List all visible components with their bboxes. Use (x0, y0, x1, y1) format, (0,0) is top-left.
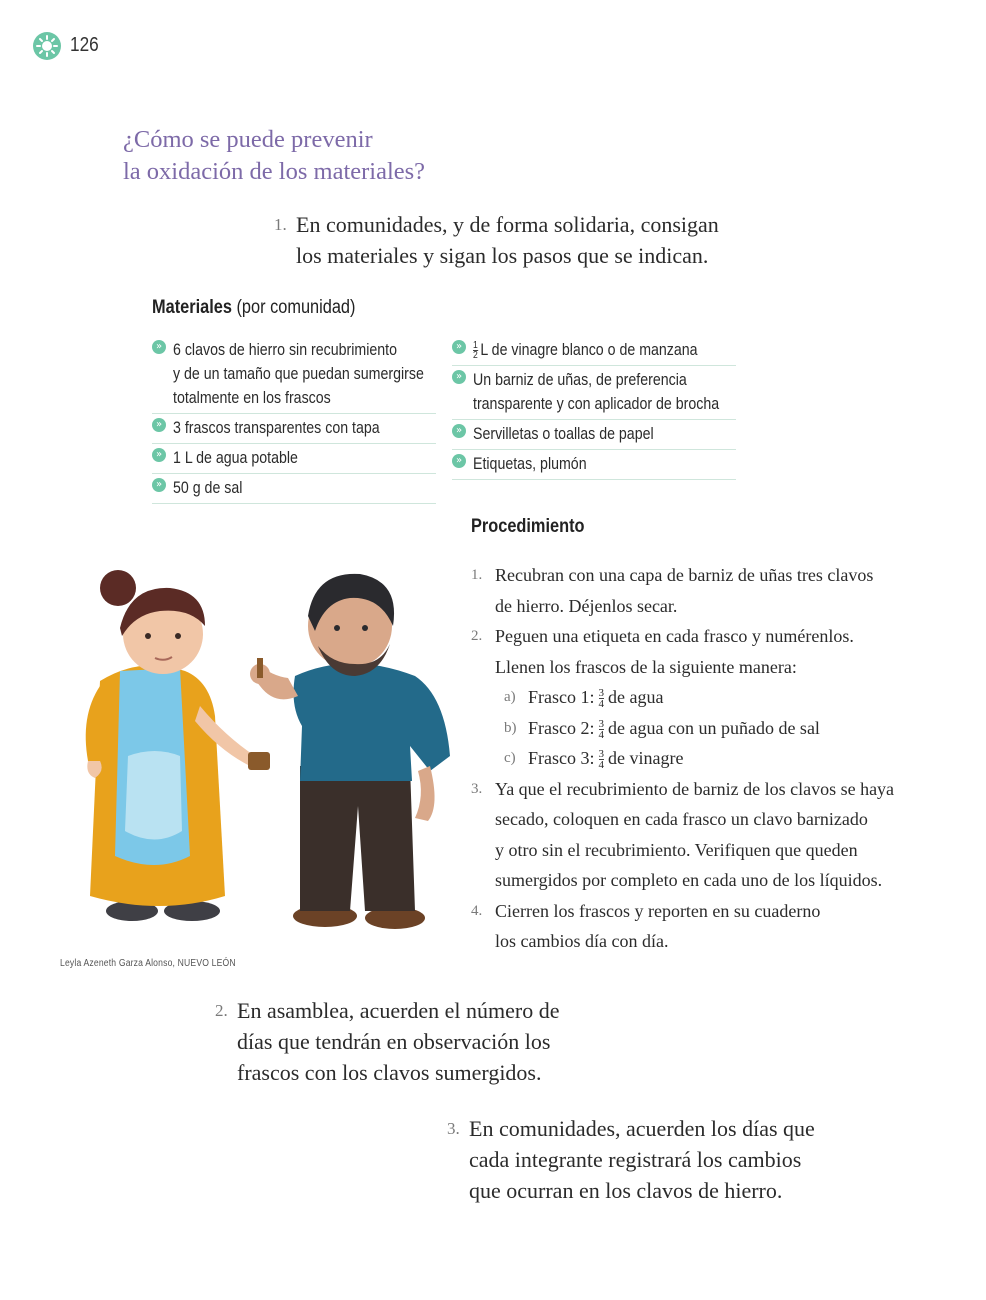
list-item (152, 444, 436, 474)
list-item (452, 336, 736, 366)
materials-heading (152, 297, 355, 319)
step-number: 1. (274, 215, 287, 234)
chevron-right-icon: » (452, 454, 466, 468)
item-number: 2. (471, 628, 483, 644)
list-item-text: totalmente en los frascos (173, 389, 331, 407)
chevron-right-icon: » (452, 424, 466, 438)
fraction (599, 688, 605, 709)
list-item (471, 774, 911, 896)
sub-item-label: Frasco 2: (528, 717, 595, 738)
fraction-numerator: 3 (598, 748, 604, 761)
fraction-denominator: 4 (598, 698, 604, 711)
page-number: 126 (70, 34, 99, 56)
sub-list-item (471, 682, 911, 713)
list-item-text: 1 L de agua potable (173, 449, 298, 467)
list-item (152, 414, 436, 444)
section-title-line: ¿Cómo se puede prevenir (123, 126, 373, 153)
list-item (471, 621, 911, 682)
list-item (452, 450, 736, 480)
materials-heading-bold: Materiales (152, 297, 232, 318)
sub-list-item (471, 713, 911, 744)
list-item (152, 474, 436, 504)
list-item (471, 896, 911, 957)
step-line: los materiales y sigan los pasos que se indican. (296, 243, 709, 268)
step-line: frascos con los clavos sumergidos. (237, 1060, 542, 1085)
fraction-denominator: 4 (598, 759, 604, 772)
sub-item-label: Frasco 1: (528, 687, 595, 707)
chevron-right-icon: » (152, 340, 166, 354)
fraction-denominator: 2 (473, 350, 478, 362)
item-line: de hierro. Déjenlos secar. (495, 595, 678, 616)
step-line: En asamblea, acuerden el número de (237, 998, 560, 1023)
materials-heading-rest: (por comunidad) (231, 297, 356, 318)
item-line: sumergidos por completo en cada uno de los líquidos. (495, 870, 883, 890)
item-line: Ya que el recubrimiento de barniz de los clavos se haya (495, 778, 895, 799)
step-line: En comunidades, y de forma solidaria, consigan (296, 212, 719, 237)
item-line: Peguen una etiqueta en cada frasco y numérenlos. (495, 626, 854, 646)
fraction-numerator: 3 (598, 717, 604, 730)
step-line: días que tendrán en observación los (237, 1029, 551, 1054)
list-item (152, 336, 436, 414)
sub-item-label: Frasco 3: (528, 748, 595, 768)
step-line: que ocurran en los clavos de hierro. (469, 1178, 783, 1203)
item-number: 4. (471, 902, 483, 919)
list-item-text: L de vinagre blanco o de manzana (480, 341, 698, 359)
fraction (599, 749, 605, 770)
list-item (471, 560, 911, 621)
item-line: los cambios día con día. (495, 931, 669, 951)
list-item-text: Etiquetas, plumón (473, 455, 587, 473)
fraction-denominator: 4 (598, 728, 604, 741)
step-number: 3. (447, 1119, 460, 1138)
chevron-right-icon: » (152, 448, 166, 462)
list-item-text: Un barniz de uñas, de preferencia (473, 371, 687, 389)
sub-item-text: de agua con un puñado de sal (608, 717, 820, 738)
step-line: En comunidades, acuerden los días que (469, 1116, 815, 1141)
sub-item-letter: b) (504, 719, 517, 736)
list-item-text: Servilletas o toallas de papel (473, 425, 654, 443)
procedure-list (471, 560, 911, 957)
sub-item-text: de vinagre (608, 748, 684, 768)
step-3 (447, 1113, 815, 1206)
woman-figure (86, 570, 270, 921)
fraction (473, 341, 478, 360)
section-title-line: la oxidación de los materiales? (123, 158, 426, 185)
sub-list-item (471, 743, 911, 774)
step-1 (274, 209, 719, 271)
step-line: cada integrante registrará los cambios (469, 1147, 802, 1172)
item-line: Recubran con una capa de barniz de uñas tres clavos (495, 565, 874, 585)
list-item-text: 3 frascos transparentes con tapa (173, 419, 380, 437)
item-line: y otro sin el recubrimiento. Verifiquen que queden (495, 839, 858, 860)
step-number: 2. (215, 1001, 228, 1020)
sub-item-letter: c) (504, 750, 516, 766)
list-item (452, 420, 736, 450)
illustration-people-with-nails (60, 556, 470, 956)
materials-list-right (452, 336, 736, 480)
fraction-numerator: 3 (598, 687, 604, 700)
item-line: Llenen los frascos de la siguiente manera: (495, 656, 797, 677)
item-number: 1. (471, 567, 483, 583)
chevron-right-icon: » (152, 478, 166, 492)
illustration-credit: Leyla Azeneth Garza Alonso, NUEVO LEÓN (60, 958, 236, 969)
section-title (123, 124, 543, 188)
list-item-text: y de un tamaño que puedan sumergirse (173, 365, 424, 383)
list-item-text: 6 clavos de hierro sin recubrimiento (173, 341, 398, 359)
step-2 (215, 995, 560, 1088)
sub-item-text: de agua (608, 687, 664, 707)
item-number: 3. (471, 780, 483, 797)
list-item-text: transparente y con aplicador de brocha (473, 395, 720, 413)
sub-item-letter: a) (504, 689, 516, 705)
item-line: secado, coloquen en cada frasco un clavo barnizado (495, 809, 868, 829)
item-line: Cierren los frascos y reporten en su cuaderno (495, 900, 821, 921)
list-item-text: 50 g de sal (173, 479, 243, 497)
page-badge-icon (33, 32, 61, 60)
chevron-right-icon: » (152, 418, 166, 432)
chevron-right-icon: » (452, 340, 466, 354)
procedure-heading: Procedimiento (471, 516, 585, 537)
fraction-numerator: 1 (473, 340, 478, 352)
man-figure (250, 574, 450, 929)
fraction (599, 719, 605, 740)
list-item (452, 366, 736, 420)
materials-list-left (152, 336, 436, 504)
chevron-right-icon: » (452, 370, 466, 384)
